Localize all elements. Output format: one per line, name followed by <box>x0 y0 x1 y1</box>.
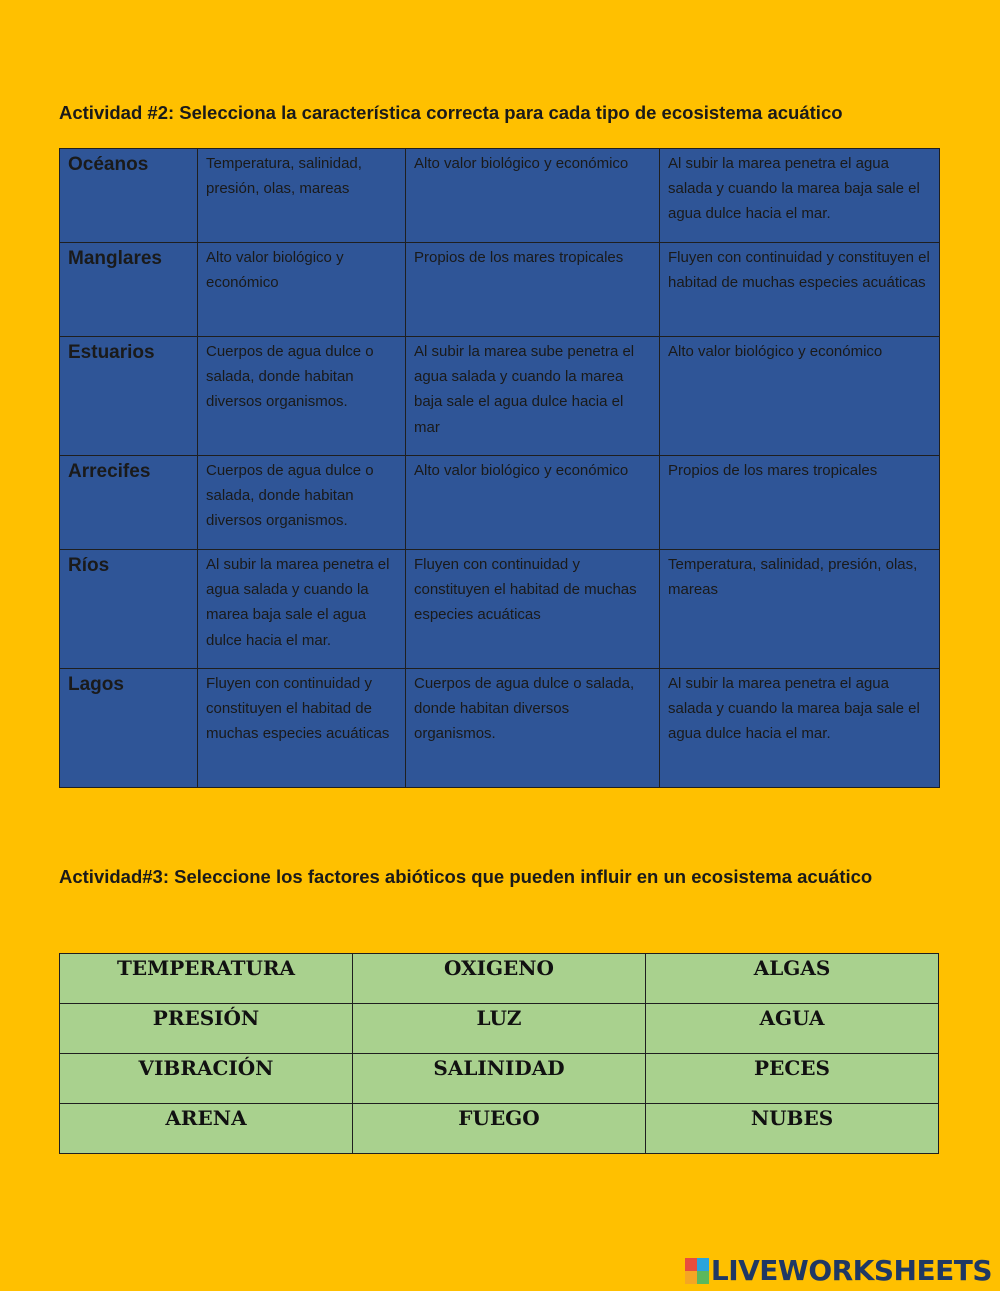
liveworksheets-logo <box>685 1254 992 1287</box>
ecosystem-label: Arrecifes <box>60 456 198 550</box>
table-row <box>60 1004 939 1054</box>
option-cell[interactable]: Cuerpos de agua dulce o salada, donde habitan diversos organismos. <box>198 337 406 456</box>
factor-option[interactable]: AGUA <box>646 1004 939 1054</box>
option-cell[interactable]: Alto valor biológico y económico <box>198 243 406 337</box>
activity3-heading: Actividad#3: Seleccione los factores abióticos que pueden influir en un ecosistema acuático <box>59 866 873 887</box>
factor-option[interactable]: VIBRACIÓN <box>60 1054 353 1104</box>
option-cell[interactable]: Cuerpos de agua dulce o salada, donde habitan diversos organismos. <box>198 456 406 550</box>
factor-option[interactable]: SALINIDAD <box>353 1054 646 1104</box>
table-row <box>60 243 940 337</box>
option-cell[interactable]: Al subir la marea penetra el agua salada y cuando la marea baja sale el agua dulce hacia el mar. <box>198 550 406 669</box>
option-cell[interactable]: Fluyen con continuidad y constituyen el habitad de muchas especies acuáticas <box>198 669 406 788</box>
ecosystem-label: Ríos <box>60 550 198 669</box>
factor-option[interactable]: TEMPERATURA <box>60 954 353 1004</box>
activity2-heading: Actividad #2: Selecciona la característica correcta para cada tipo de ecosistema acuático <box>59 102 843 123</box>
option-cell[interactable]: Alto valor biológico y económico <box>660 337 940 456</box>
table-row <box>60 954 939 1004</box>
factor-option[interactable]: ARENA <box>60 1104 353 1154</box>
factor-option[interactable]: OXIGENO <box>353 954 646 1004</box>
table-row <box>60 669 940 788</box>
factor-option[interactable]: FUEGO <box>353 1104 646 1154</box>
option-cell[interactable]: Alto valor biológico y económico <box>406 149 660 243</box>
option-cell[interactable]: Fluyen con continuidad y constituyen el habitad de muchas especies acuáticas <box>406 550 660 669</box>
option-cell[interactable]: Fluyen con continuidad y constituyen el habitad de muchas especies acuáticas <box>660 243 940 337</box>
ecosystem-label: Lagos <box>60 669 198 788</box>
option-cell[interactable]: Temperatura, salinidad, presión, olas, mareas <box>198 149 406 243</box>
ecosystem-label: Estuarios <box>60 337 198 456</box>
ecosystem-label: Océanos <box>60 149 198 243</box>
factor-option[interactable]: LUZ <box>353 1004 646 1054</box>
liveworksheets-logo-icon <box>685 1258 709 1284</box>
logo-text: LIVEWORKSHEETS <box>710 1254 992 1287</box>
option-cell[interactable]: Al subir la marea penetra el agua salada y cuando la marea baja sale el agua dulce hacia el mar. <box>660 669 940 788</box>
option-cell[interactable]: Propios de los mares tropicales <box>406 243 660 337</box>
option-cell[interactable]: Al subir la marea penetra el agua salada y cuando la marea baja sale el agua dulce hacia el mar. <box>660 149 940 243</box>
factor-option[interactable]: PECES <box>646 1054 939 1104</box>
table-row <box>60 456 940 550</box>
table-row <box>60 149 940 243</box>
factor-option[interactable]: NUBES <box>646 1104 939 1154</box>
table-row <box>60 550 940 669</box>
ecosystem-label: Manglares <box>60 243 198 337</box>
option-cell[interactable]: Temperatura, salinidad, presión, olas, mareas <box>660 550 940 669</box>
factor-option[interactable]: PRESIÓN <box>60 1004 353 1054</box>
activity2-table <box>59 148 940 788</box>
table-row <box>60 1104 939 1154</box>
option-cell[interactable]: Al subir la marea sube penetra el agua salada y cuando la marea baja sale el agua dulce hacia el mar <box>406 337 660 456</box>
option-cell[interactable]: Alto valor biológico y económico <box>406 456 660 550</box>
option-cell[interactable]: Propios de los mares tropicales <box>660 456 940 550</box>
table-row <box>60 337 940 456</box>
abiotic-factors-table <box>59 953 939 1154</box>
table-row <box>60 1054 939 1104</box>
factor-option[interactable]: ALGAS <box>646 954 939 1004</box>
option-cell[interactable]: Cuerpos de agua dulce o salada, donde habitan diversos organismos. <box>406 669 660 788</box>
